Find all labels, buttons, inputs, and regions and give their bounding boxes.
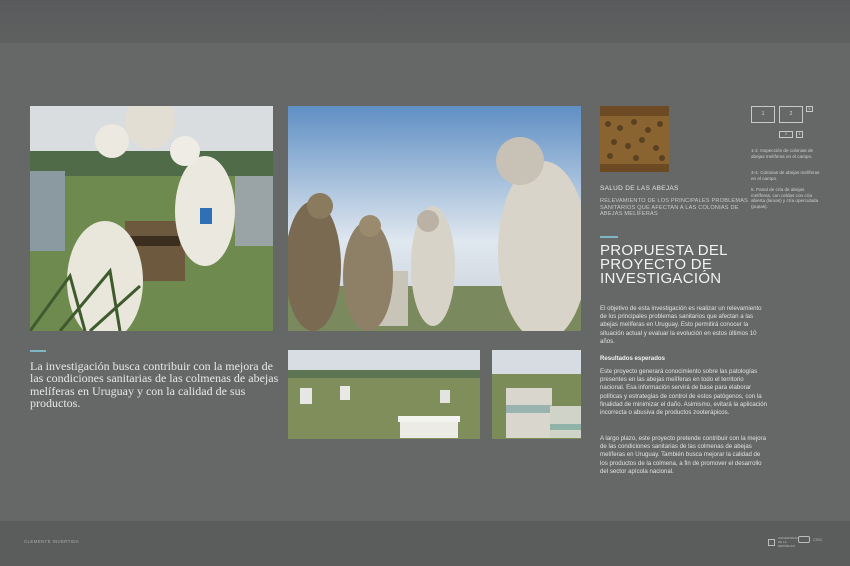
legend-box-2: 2 (779, 106, 803, 123)
csic-logo-icon (798, 536, 810, 543)
results-paragraph-2: A largo plazo, este proyecto pretende contribuir con la mejora de las condiciones sanitarias de las colmenas de abejas melíferas en Uruguay. También busca mejorar la calidad de los productos de la colmena, a fin de promover el desarrollo del sector apícola nacional. (600, 435, 766, 475)
quote-text: La investigación busca contribuir con la mejora de las condiciones sanitarias de las colmenas de abejas melíferas en Uruguay y con la calidad de sus productos. (30, 359, 279, 411)
photo-inspection-2 (288, 106, 581, 331)
title-accent-line (600, 236, 618, 238)
legend-box-5: 5 (806, 106, 813, 112)
quote-accent-line (30, 350, 46, 352)
footer-logo-udelar (768, 536, 802, 548)
top-band (0, 0, 850, 43)
legend-box-3: 3 (779, 131, 793, 138)
page-title: PROPUESTA DEL PROYECTO DE INVESTIGACIÓN (600, 242, 728, 288)
legend-caption-2: 3-4. Colonias de abejas melíferas en el campo. (751, 170, 820, 181)
udelar-logo-icon (768, 539, 775, 546)
intro-paragraph: El objetivo de esta investigación es realizar un relevamiento de los principales problemas sanitarios que afectan a las abejas melíferas en Uruguay. Esto permitirá conocer la situación actual y evaluar la evolución en estos últimos 10 años. (600, 305, 762, 345)
results-heading: Resultados esperados (600, 355, 666, 362)
section-kicker: SALUD DE LAS ABEJAS (600, 185, 679, 192)
legend-caption-1: 1-2. Inspección de colonias de abejas melíferas en el campo. (751, 148, 814, 159)
results-paragraph-1: Este proyecto generará conocimiento sobre las patologías presentes en las abejas melíferas en todo el territorio nacional. Esa información servirá de base para elaborar políticas y estrategias de control de estos patógenos, con la finalidad de minimizar el daño. Asimismo, evitará la aplicación incorrecta o abusiva de productos zooterápicos. (600, 368, 767, 417)
footer-credit: CLEMENTE INVERTIDA (24, 539, 80, 544)
section-subtitle: RELEVAMIENTO DE LOS PRINCIPALES PROBLEMAS SANITARIOS QUE AFECTAN A LAS COLONIAS DE ABEJAS MELÍFERAS (600, 198, 749, 218)
footer-band (0, 521, 850, 566)
footer-logo-csic-text: CSIC (813, 537, 823, 542)
photo-hives-field (288, 350, 480, 439)
photo-inspection-1 (30, 106, 273, 331)
legend-caption-3: 5. Panal de cría de abejas melíferas, con celdas con cría abierta (larvas) y cría operculada (pupas). (751, 187, 819, 209)
footer-logo-udelar-text: UNIVERSIDAD DE LA REPÚBLICA (778, 536, 799, 548)
footer-logo-csic (798, 536, 823, 543)
photo-brood-comb (600, 106, 669, 172)
legend-box-4: 4 (796, 131, 803, 138)
legend-box-1: 1 (751, 106, 775, 123)
photo-hives-stacked (492, 350, 581, 439)
